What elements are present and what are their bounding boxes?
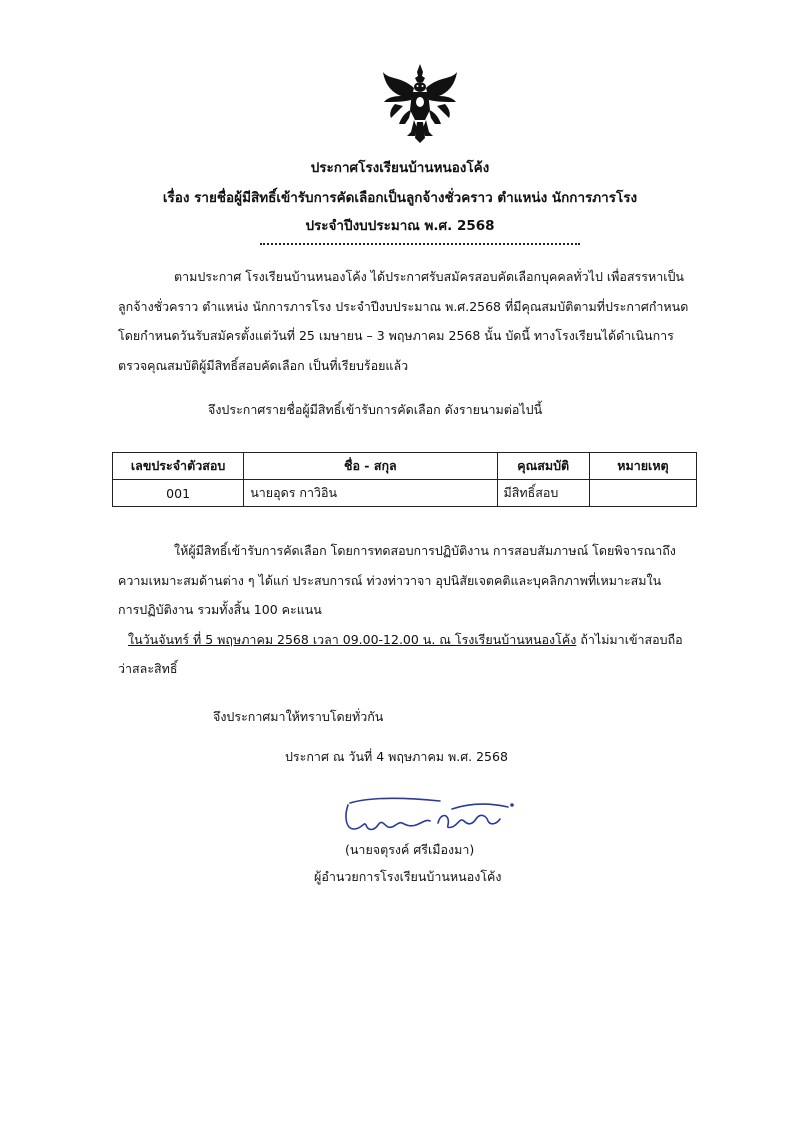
exam-absence-text: ถ้าไม่มาเข้าสอบถือ	[576, 631, 683, 647]
intro-line: ตามประกาศ โรงเรียนบ้านหนองโค้ง ได้ประกาศรับสมัครสอบคัดเลือกบุคคลทั่วไป เพื่อสรรหาเป็น	[174, 269, 684, 284]
announcement-subject: เรื่อง รายชื่อผู้มีสิทธิ์เข้ารับการคัดเลือกเป็นลูกจ้างชั่วคราว ตำแหน่ง นักการภารโรง	[162, 190, 638, 206]
exam-paragraph	[118, 536, 748, 684]
garuda-emblem-icon	[381, 62, 459, 144]
table-header-row	[113, 453, 697, 480]
intro-line: ตรวจคุณสมบัติผู้มีสิทธิ์สอบคัดเลือก เป็นที่เรียบร้อยแล้ว	[118, 357, 409, 373]
candidate-table	[112, 452, 697, 507]
cell-name: นายอุดร กาวิอิน	[244, 480, 497, 507]
closing-text: จึงประกาศมาให้ทราบโดยทั่วกัน	[213, 709, 384, 724]
cell-note	[589, 480, 696, 507]
signer-name: (นายจตุรงค์ ศรีเมืองมา)	[345, 842, 475, 857]
signer-position: ผู้อำนวยการโรงเรียนบ้านหนองโค้ง	[314, 869, 502, 884]
exam-line: ความเหมาะสมด้านต่าง ๆ ได้แก่ ประสบการณ์ ท่วงท่าวาจา อุปนิสัยเจตคติและบุคลิกภาพที่เหมาะสมใน	[118, 572, 662, 588]
intro-paragraph	[118, 262, 748, 380]
announce-list-text: จึงประกาศรายชื่อผู้มีสิทธิ์เข้ารับการคัดเลือก ดังรายนามต่อไปนี้	[208, 402, 543, 417]
announcement-title: ประกาศโรงเรียนบ้านหนองโค้ง	[310, 160, 490, 176]
col-header-name: ชื่อ - สกุล	[244, 453, 497, 480]
intro-line: ลูกจ้างชั่วคราว ตำแหน่ง นักการภารโรง ประจำปีงบประมาณ พ.ศ.2568 ที่มีคุณสมบัติตามที่ประกาศกำหนด	[118, 298, 689, 314]
col-header-qualification: คุณสมบัติ	[497, 453, 589, 480]
dotted-divider	[260, 243, 580, 245]
exam-date-line	[118, 625, 748, 655]
exam-line: การปฏิบัติงาน รวมทั้งสิ้น 100 คะแนน	[118, 602, 322, 617]
announcement-fiscal-year: ประจำปีงบประมาณ พ.ศ. 2568	[305, 218, 495, 234]
cell-exam-id: 001	[113, 480, 244, 507]
exam-date-underlined: ในวันจันทร์ ที่ 5 พฤษภาคม 2568 เวลา 09.00-12.00 น. ณ โรงเรียนบ้านหนองโค้ง	[128, 631, 577, 647]
table-row	[113, 480, 697, 507]
col-header-note: หมายเหตุ	[589, 453, 696, 480]
cell-qualification: มีสิทธิ์สอบ	[497, 480, 589, 507]
announcement-date: ประกาศ ณ วันที่ 4 พฤษภาคม พ.ศ. 2568	[285, 749, 508, 764]
exam-line: ว่าสละสิทธิ์	[118, 661, 178, 676]
col-header-exam-id: เลขประจำตัวสอบ	[113, 453, 244, 480]
intro-line: โดยกำหนดวันรับสมัครตั้งแต่วันที่ 25 เมษายน – 3 พฤษภาคม 2568 นั้น บัดนี้ ทางโรงเรียนได้ดำเนินการ	[118, 328, 674, 343]
exam-line: ให้ผู้มีสิทธิ์เข้ารับการคัดเลือก โดยการทดสอบการปฏิบัติงาน การสอบสัมภาษณ์ โดยพิจารณาถึง	[174, 543, 676, 558]
